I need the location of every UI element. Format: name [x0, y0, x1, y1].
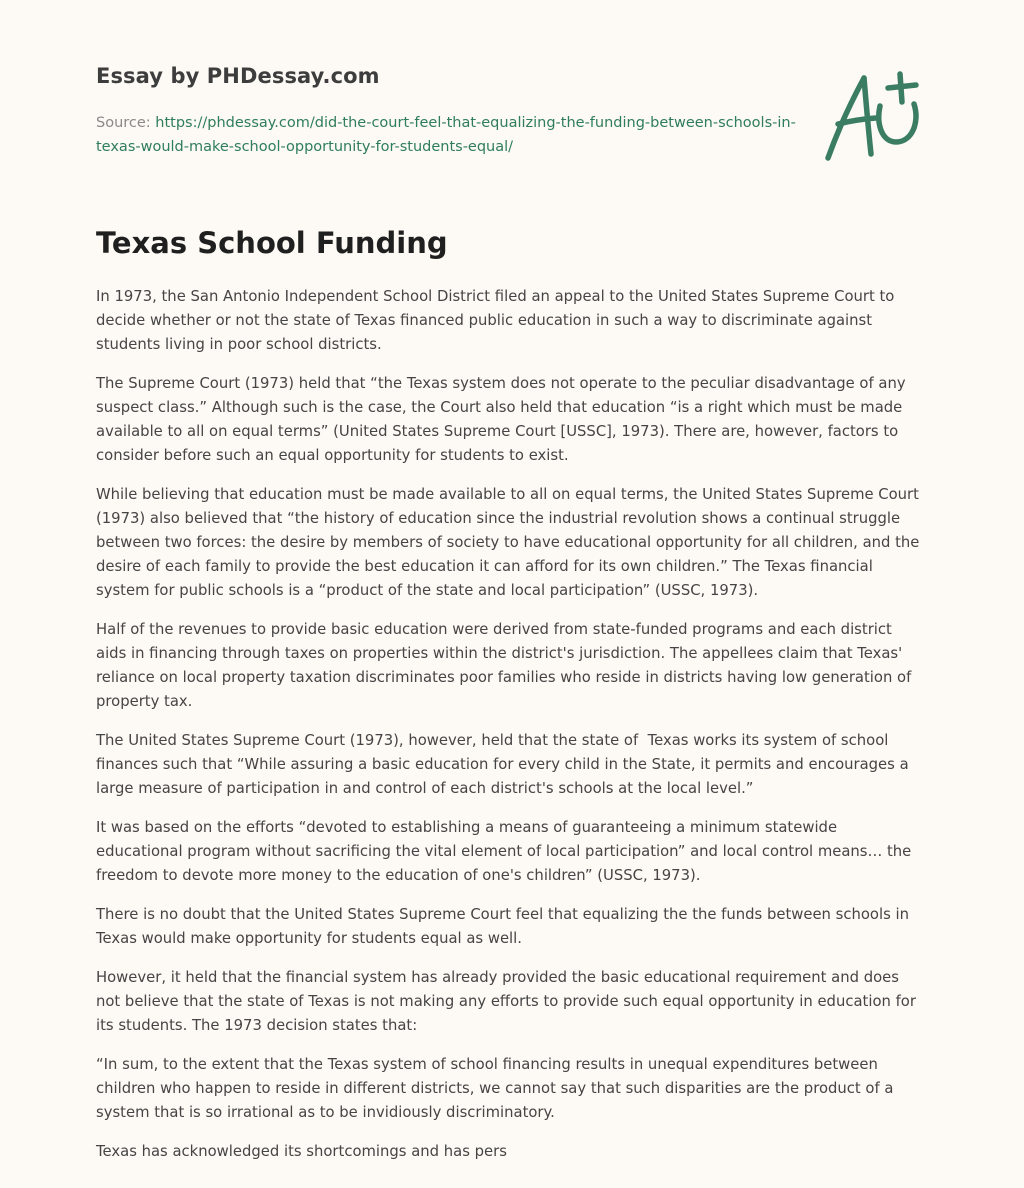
site-brand: Essay by PHDessay.com — [96, 64, 380, 88]
article-title: Texas School Funding — [96, 226, 448, 260]
paragraph: However, it held that the financial system has already provided the basic educational requirement and does not believe that the state of Texas is not making any efforts to provide such equal opportunity in education for its students. The 1973 decision states that: — [96, 969, 921, 1034]
source-line — [96, 111, 796, 159]
paragraph: There is no doubt that the United States Supreme Court feel that equalizing the the funds between schools in Texas would make opportunity for students equal as well. — [96, 906, 914, 947]
source-label: Source: — [96, 115, 156, 131]
paragraph: While believing that education must be made available to all on equal terms, the United States Supreme Court (1973) also believed that “the history of education since the industrial revolution shows a continual struggle between two forces: the desire by members of society to have educational opportunity for all children, and the desire of each family to provide the best education it can afford for its own children.” The Texas financial system for public schools is a “product of the state and local participation” (USSC, 1973). — [96, 486, 925, 599]
paragraph: The United States Supreme Court (1973), however, held that the state of Texas works its system of school finances such that “While assuring a basic education for every child in the State, it permits and encourages a large measure of participation in and control of each district's schools at the local level.” — [96, 732, 914, 797]
paragraph: “In sum, to the extent that the Texas system of school financing results in unequal expenditures between children who happen to reside in different districts, we cannot say that such disparities are the product of a system that is so irrational as to be invidiously discriminatory. — [96, 1056, 899, 1121]
a-plus-logo-icon — [824, 66, 926, 166]
paragraph: In 1973, the San Antonio Independent School District filed an appeal to the United States Supreme Court to decide whether or not the state of Texas financed public education in such a way to discriminate against students living in poor school districts. — [96, 288, 900, 353]
paragraph: It was based on the efforts “devoted to establishing a means of guaranteeing a minimum statewide educational program without sacrificing the vital element of local participation” and local control means… the freedom to devote more money to the education of one's children” (USSC, 1973). — [96, 819, 917, 884]
article-body — [96, 285, 926, 1179]
paragraph: The Supreme Court (1973) held that “the Texas system does not operate to the peculiar disadvantage of any suspect class.” Although such is the case, the Court also held that education “is a right which must be made available to all on equal terms” (United States Supreme Court [USSC], 1973). There are, however, factors to consider before such an equal opportunity for students to exist. — [96, 375, 911, 464]
paragraph: Half of the revenues to provide basic education were derived from state-funded programs and each district aids in financing through taxes on properties within the district's jurisdiction. The appellees claim that Texas' reliance on local property taxation discriminates poor families who reside in districts having low generation of property tax. — [96, 621, 917, 710]
source-link[interactable]: https://phdessay.com/did-the-court-feel-that-equalizing-the-funding-between-schools-in-texas-would-make-school-opportunity-for-students-equal/ — [96, 115, 796, 155]
paragraph: Texas has acknowledged its shortcomings and has pers — [96, 1143, 507, 1160]
